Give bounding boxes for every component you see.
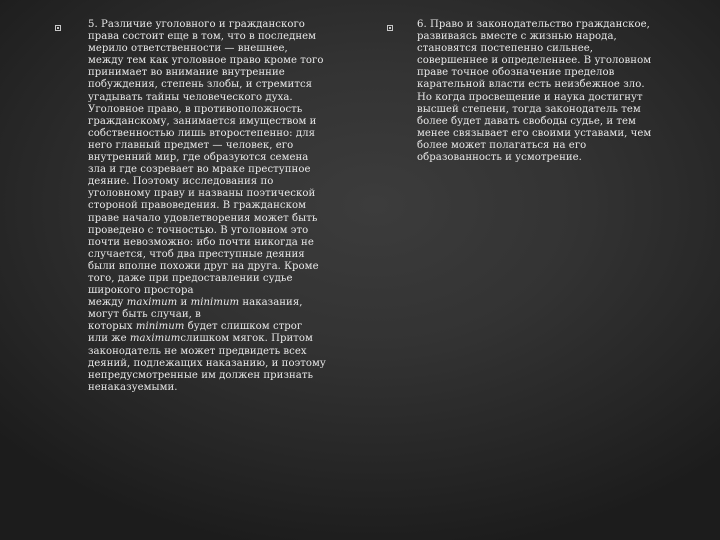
text-line: уголовному праву и названы поэтической: [88, 188, 316, 200]
italic-term-maximum: maximum: [126, 297, 178, 309]
text-line: побуждения, степень злобы, и стремится: [88, 79, 313, 91]
text-line: принимает во внимание внутренние: [88, 67, 285, 79]
text-line-with-terms: [88, 321, 350, 333]
text-line: внутренний мир, где образуются семена: [88, 152, 309, 164]
text-line: праве начало удовлетворения может быть: [88, 212, 318, 224]
text-line: Уголовное право, в противоположность: [88, 103, 303, 115]
text-line: почти невозможно: ибо почти никогда не: [88, 236, 314, 248]
square-bullet-icon: [55, 25, 61, 31]
text-line: того, даже при предоставлении судье: [88, 272, 293, 284]
text-line: ненаказуемыми.: [88, 381, 178, 393]
text-line: него главный предмет — человек, его: [88, 139, 294, 151]
text-line: собственностью лишь второстепенно: для: [88, 127, 316, 139]
text-line: угадывать тайны человеческого духа.: [88, 91, 293, 103]
right-text-column: [417, 19, 679, 164]
text-fragment: и: [177, 297, 191, 309]
text-line: высшей степени, тогда законодатель тем: [417, 103, 641, 115]
text-fragment: будет слишком строг: [184, 321, 303, 333]
text-line: права состоит еще в том, что в последнем: [88, 31, 317, 43]
text-fragment: слишком мягок. Притом: [180, 333, 313, 345]
text-line: праве точное обозначение пределов: [417, 67, 615, 79]
text-line: между тем как уголовное право кроме того: [88, 55, 324, 67]
text-line: развиваясь вместе с жизнью народа,: [417, 31, 617, 43]
text-line: гражданскому, занимается имуществом и: [88, 115, 317, 127]
square-bullet-icon: [387, 25, 393, 31]
text-line: мерило ответственности — внешнее,: [88, 43, 288, 55]
text-line: законодатель не может предвидеть всех: [88, 345, 307, 357]
text-fragment: или же: [88, 333, 130, 345]
text-line-with-terms: [88, 297, 350, 309]
italic-term-minimum: minimum: [190, 297, 240, 309]
text-line: более будет давать свободы судье, и тем: [417, 115, 636, 127]
text-line: 6. Право и законодательство гражданское,: [417, 19, 650, 30]
text-line: деяние. Поэтому исследования по: [88, 176, 274, 188]
left-text-column: [88, 19, 350, 394]
text-line: проведено с точностью. В уголовном это: [88, 224, 309, 236]
text-line: деяний, подлежащих наказанию, и поэтому: [88, 357, 326, 369]
text-fragment: которых: [88, 321, 136, 333]
italic-term-maximum: maximum: [129, 333, 181, 345]
text-line: совершеннее и определеннее. В уголовном: [417, 55, 652, 67]
text-line: менее связывает его своими уставами, чем: [417, 127, 652, 139]
text-line: могут быть случаи, в: [88, 309, 201, 321]
text-line: стороной правоведения. В гражданском: [88, 200, 306, 212]
text-line: 5. Различие уголовного и гражданского: [88, 19, 305, 30]
text-fragment: наказания,: [239, 297, 303, 309]
text-fragment: между: [88, 297, 127, 309]
text-line: были вполне похожи друг на друга. Кроме: [88, 260, 319, 272]
italic-term-minimum: minimum: [135, 321, 185, 333]
text-line: Но когда просвещение и наука достигнут: [417, 91, 643, 103]
text-line: более может полагаться на его: [417, 139, 587, 151]
text-line-with-terms: [88, 333, 350, 345]
text-line: непредусмотренные им должен признать: [88, 369, 314, 381]
text-line: образованность и усмотрение.: [417, 152, 582, 164]
text-line: зла и где созревает во мраке преступное: [88, 164, 311, 176]
text-line: широкого простора: [88, 285, 194, 297]
text-line: становятся постепенно сильнее,: [417, 43, 594, 55]
text-line: случается, чтоб два преступные деяния: [88, 248, 305, 260]
text-line: карательной власти есть неизбежное зло.: [417, 79, 645, 91]
